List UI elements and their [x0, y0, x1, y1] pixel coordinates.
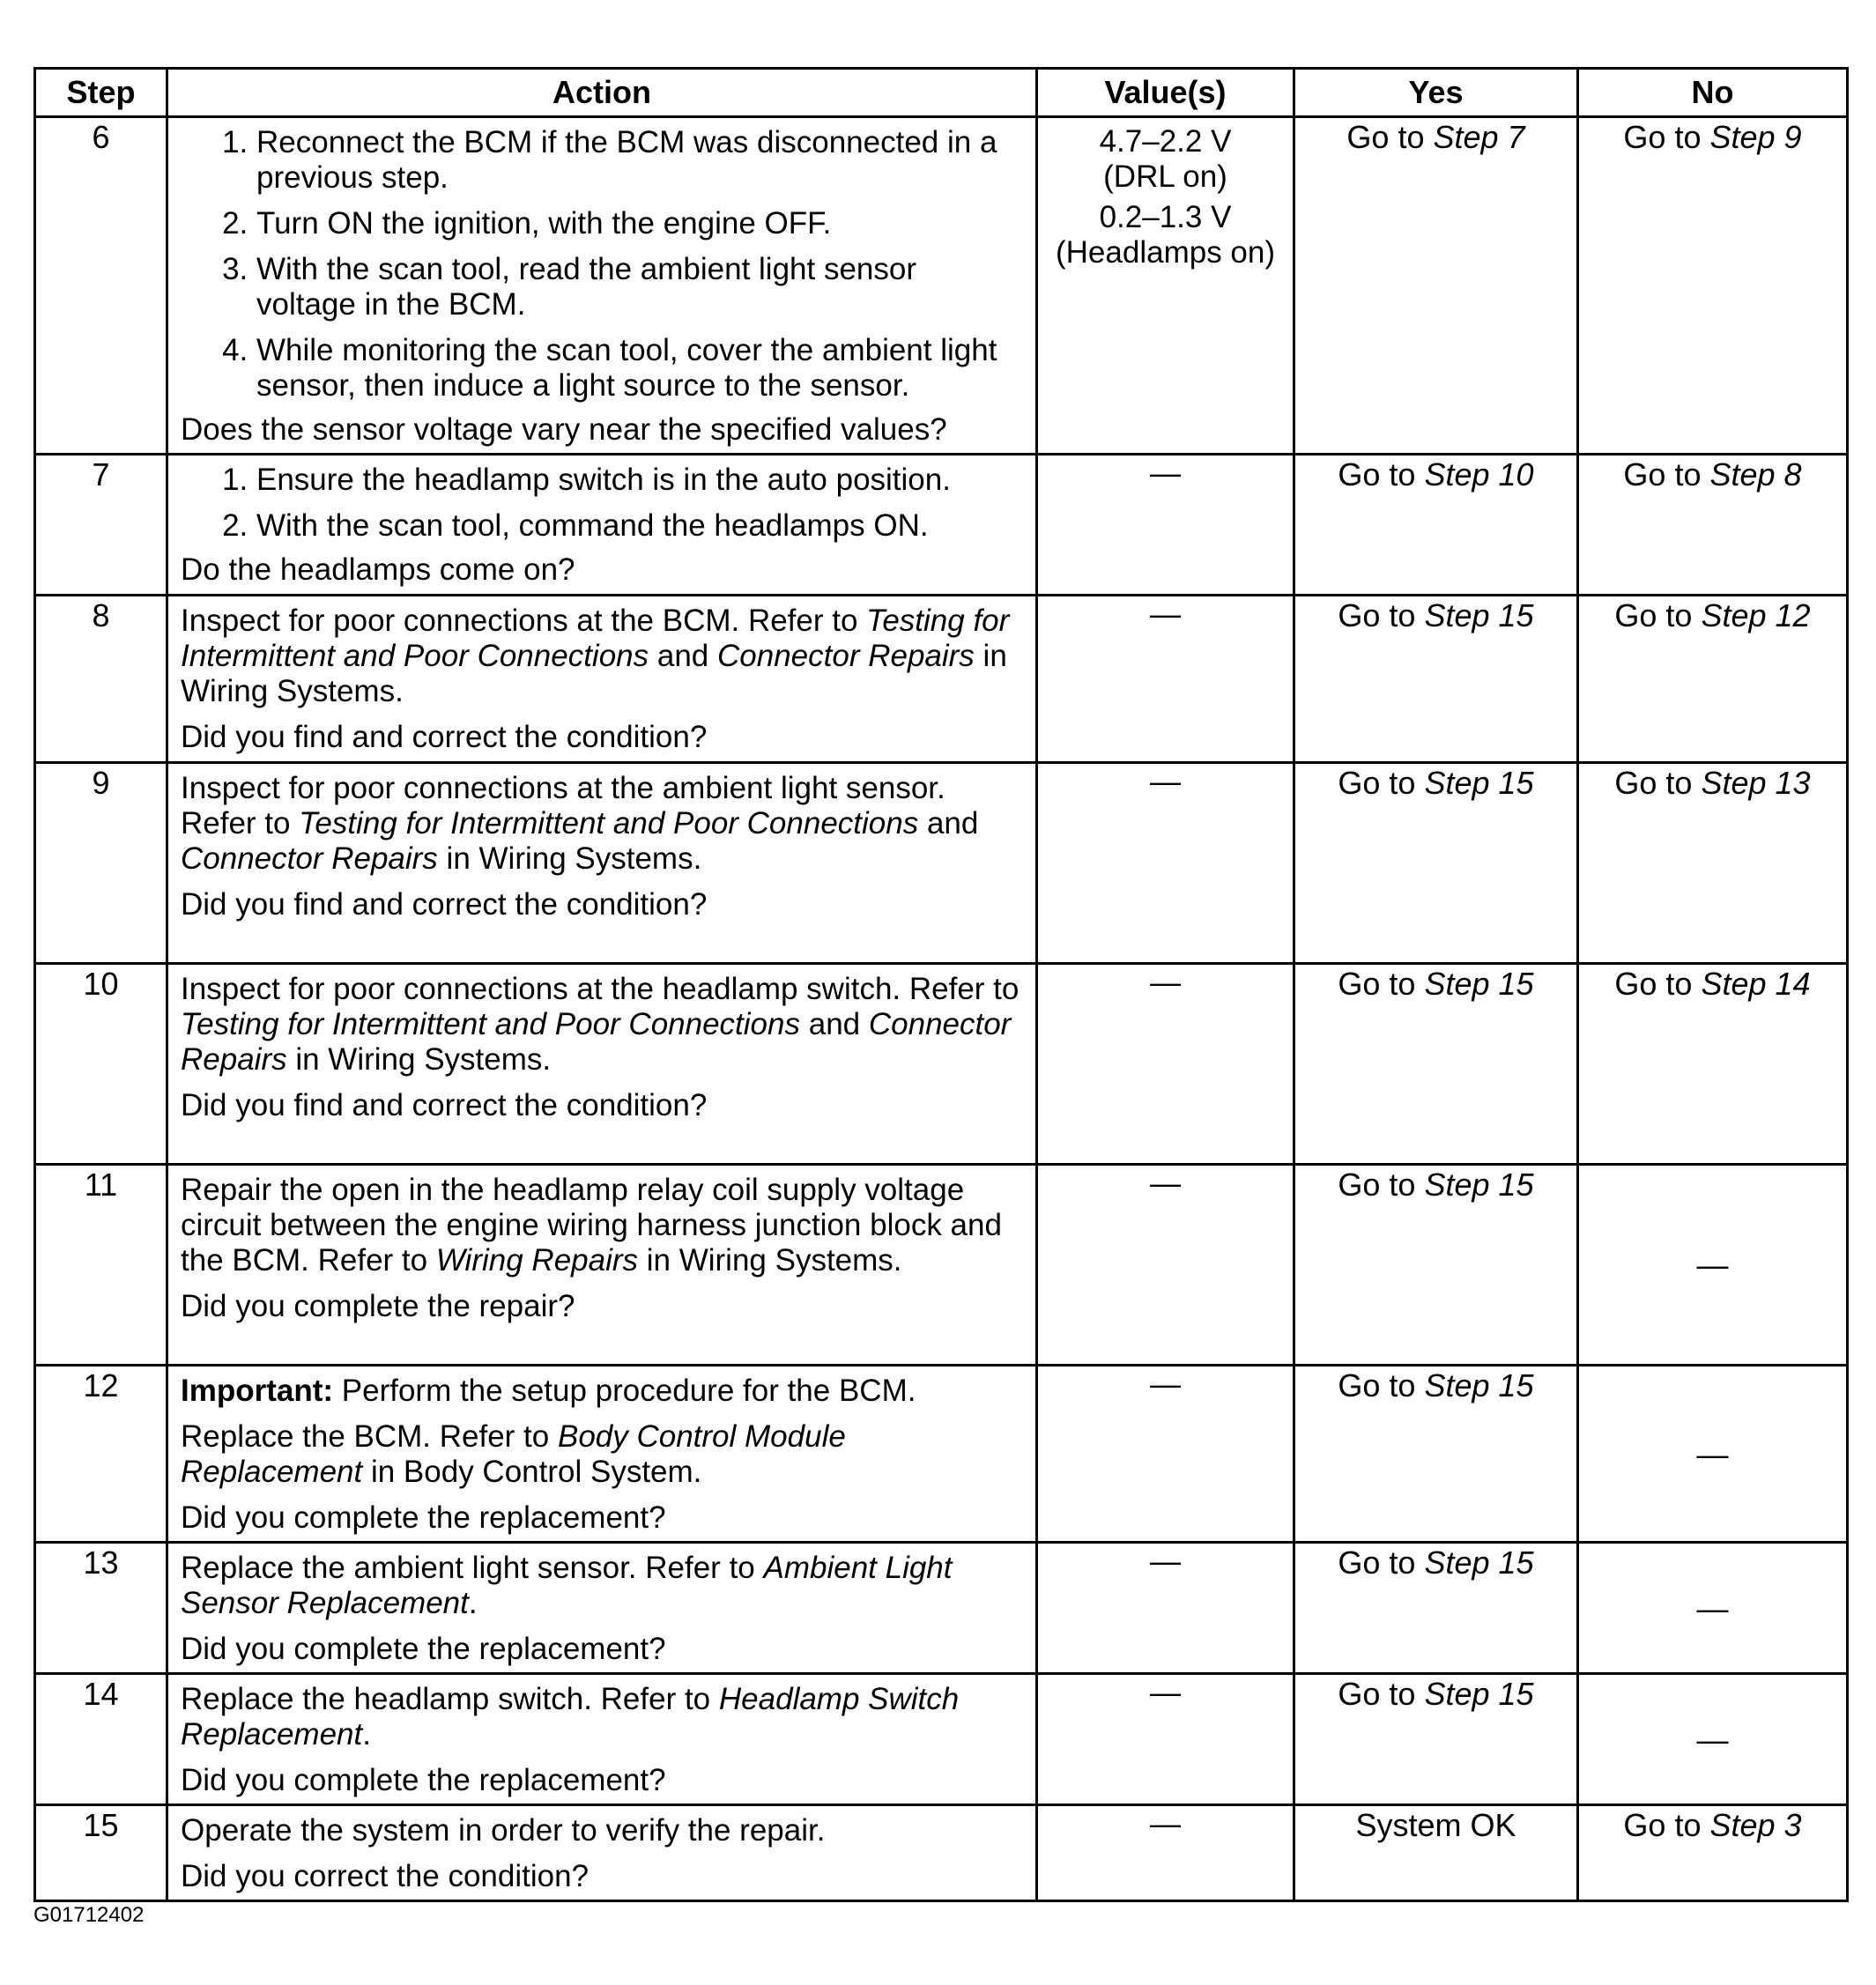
- step-number: 9: [35, 763, 167, 964]
- table-row: [35, 1805, 1848, 1901]
- action-text: Repair the open in the headlamp relay coil supply voltage circuit between the engine wiring harness junction block and the BCM. Refer to Wiring Repairs in Wiring Systems.: [181, 1173, 1002, 1278]
- action-text: Inspect for poor connections at the ambient light sensor. Refer to Testing for Intermittent and Poor Connections and Connector Repairs in Wiring Systems.: [181, 771, 979, 876]
- list-item: 1. Ensure the headlamp switch is in the auto position.: [256, 463, 1023, 498]
- question: Did you find and correct the condition?: [181, 1088, 708, 1122]
- question: Did you complete the repair?: [181, 1289, 575, 1323]
- reference-title: Ambient Light Sensor Replacement: [181, 1551, 953, 1620]
- value-cell: —: [1037, 1366, 1294, 1543]
- diagnostic-table: [33, 67, 1849, 1902]
- no-cell: —: [1578, 1674, 1848, 1805]
- reference-title: Body Control Module Replacement: [181, 1419, 846, 1489]
- yes-cell: Go to Step 15: [1294, 964, 1578, 1165]
- question: Did you find and correct the condition?: [181, 887, 708, 922]
- step-ref: Step 15: [1424, 1367, 1534, 1404]
- action-list: [181, 125, 1023, 404]
- question: Did you find and correct the condition?: [181, 720, 708, 754]
- yes-cell: Go to Step 15: [1294, 596, 1578, 763]
- step-ref: Step 3: [1709, 1807, 1802, 1843]
- value-cell: —: [1037, 1805, 1294, 1901]
- yes-cell: Go to Step 15: [1294, 1543, 1578, 1674]
- table-row: [35, 964, 1848, 1165]
- yes-cell: Go to Step 15: [1294, 763, 1578, 964]
- question: Did you correct the condition?: [181, 1859, 589, 1893]
- reference-title: Connector Repairs: [717, 639, 975, 673]
- yes-cell: Go to Step 15: [1294, 1674, 1578, 1805]
- list-item: 2. Turn ON the ignition, with the engine OFF.: [256, 206, 1023, 241]
- table-row: [35, 455, 1848, 596]
- value-cell: —: [1037, 596, 1294, 763]
- no-cell: —: [1578, 1543, 1848, 1674]
- action-text: Replace the BCM. Refer to Body Control Module Replacement in Body Control System.: [181, 1419, 846, 1489]
- step-ref: Step 15: [1424, 597, 1534, 633]
- reference-title: Testing for Intermittent and Poor Connections: [299, 806, 919, 841]
- reference-title: Headlamp Switch Replacement: [181, 1682, 960, 1752]
- table-row: [35, 1165, 1848, 1366]
- step-number: 12: [35, 1366, 167, 1543]
- value-drl: [1039, 124, 1292, 195]
- table-row: [35, 1674, 1848, 1805]
- step-ref: Step 15: [1424, 1544, 1534, 1581]
- table-row: [35, 763, 1848, 964]
- action-text: Replace the ambient light sensor. Refer to Ambient Light Sensor Replacement.: [181, 1551, 953, 1620]
- step-ref: Step 8: [1709, 456, 1802, 493]
- reference-title: Connector Repairs: [181, 1007, 1012, 1077]
- step-number: 7: [35, 455, 167, 596]
- header-step: Step: [35, 69, 167, 117]
- action-cell: [167, 1165, 1037, 1366]
- step-number: 14: [35, 1674, 167, 1805]
- action-text: Inspect for poor connections at the headlamp switch. Refer to Testing for Intermittent and Poor Connections and Connector Repairs in Wiring Systems.: [181, 972, 1020, 1077]
- table-row: [35, 1543, 1848, 1674]
- important-note: Important: Perform the setup procedure for the BCM.: [181, 1374, 916, 1408]
- reference-title: Testing for Intermittent and Poor Connections: [181, 1007, 800, 1041]
- value-note: (DRL on): [1103, 159, 1227, 194]
- no-cell: Go to Step 13: [1578, 763, 1848, 964]
- action-text: Replace the headlamp switch. Refer to Headlamp Switch Replacement.: [181, 1682, 960, 1752]
- action-cell: [167, 117, 1037, 455]
- table-row: [35, 117, 1848, 455]
- no-cell: Go to Step 3: [1578, 1805, 1848, 1901]
- action-cell: [167, 596, 1037, 763]
- figure-id: G01712402: [33, 1903, 145, 1927]
- action-cell: [167, 1805, 1037, 1901]
- step-ref: Step 15: [1424, 966, 1534, 1002]
- yes-cell: Go to Step 15: [1294, 1366, 1578, 1543]
- step-ref: Step 12: [1701, 597, 1811, 633]
- step-ref: Step 15: [1424, 1676, 1534, 1712]
- action-cell: [167, 1543, 1037, 1674]
- step-ref: Step 10: [1424, 456, 1534, 493]
- step-number: 13: [35, 1543, 167, 1674]
- table-row: [35, 1366, 1848, 1543]
- step-number: 8: [35, 596, 167, 763]
- question: Did you complete the replacement?: [181, 1500, 666, 1535]
- action-cell: [167, 964, 1037, 1165]
- value-cell: —: [1037, 1165, 1294, 1366]
- action-text: Inspect for poor connections at the BCM. Refer to Testing for Intermittent and Poor Connections and Connector Repairs in Wiring Systems.: [181, 604, 1010, 708]
- yes-cell: System OK: [1294, 1805, 1578, 1901]
- yes-cell: Go to Step 15: [1294, 1165, 1578, 1366]
- no-cell: Go to Step 8: [1578, 455, 1848, 596]
- reference-title: Testing for Intermittent and Poor Connections: [181, 604, 1010, 673]
- step-ref: Step 9: [1709, 119, 1802, 155]
- step-ref: Step 15: [1424, 1167, 1534, 1203]
- question: Did you complete the replacement?: [181, 1763, 666, 1797]
- header-action: Action: [167, 69, 1037, 117]
- question: Does the sensor voltage vary near the specified values?: [181, 412, 947, 447]
- reference-title: Connector Repairs: [181, 841, 438, 876]
- value-cell: —: [1037, 1543, 1294, 1674]
- value-headlamps: [1039, 200, 1292, 270]
- list-item: 2. With the scan tool, command the headlamps ON.: [256, 508, 1023, 544]
- step-number: 15: [35, 1805, 167, 1901]
- value-cell: [1037, 117, 1294, 455]
- value-cell: —: [1037, 1674, 1294, 1805]
- step-ref: Step 7: [1433, 119, 1525, 155]
- step-number: 6: [35, 117, 167, 455]
- action-list: [181, 463, 1023, 544]
- list-item: 3. With the scan tool, read the ambient light sensor voltage in the BCM.: [256, 252, 1023, 322]
- header-values: Value(s): [1037, 69, 1294, 117]
- question: Do the headlamps come on?: [181, 552, 575, 587]
- list-item: 4. While monitoring the scan tool, cover the ambient light sensor, then induce a light source to the sensor.: [256, 333, 1023, 404]
- table-row: [35, 596, 1848, 763]
- yes-cell: Go to Step 10: [1294, 455, 1578, 596]
- value-text: 0.2–1.3 V: [1099, 200, 1232, 234]
- action-cell: [167, 455, 1037, 596]
- action-cell: [167, 1674, 1037, 1805]
- action-cell: [167, 1366, 1037, 1543]
- header-no: No: [1578, 69, 1848, 117]
- value-cell: —: [1037, 763, 1294, 964]
- reference-title: Wiring Repairs: [435, 1243, 639, 1278]
- header-row: [35, 69, 1848, 117]
- step-ref: Step 15: [1424, 765, 1534, 801]
- no-cell: Go to Step 9: [1578, 117, 1848, 455]
- header-yes: Yes: [1294, 69, 1578, 117]
- no-cell: —: [1578, 1366, 1848, 1543]
- value-cell: —: [1037, 455, 1294, 596]
- question: Did you complete the replacement?: [181, 1632, 666, 1666]
- list-item: 1. Reconnect the BCM if the BCM was disconnected in a previous step.: [256, 125, 1023, 196]
- action-text: Operate the system in order to verify the repair.: [181, 1813, 826, 1848]
- value-cell: —: [1037, 964, 1294, 1165]
- step-ref: Step 14: [1701, 966, 1811, 1002]
- step-number: 11: [35, 1165, 167, 1366]
- value-note: (Headlamps on): [1056, 235, 1275, 270]
- important-label: Important:: [181, 1374, 334, 1408]
- yes-cell: Go to Step 7: [1294, 117, 1578, 455]
- no-cell: Go to Step 12: [1578, 596, 1848, 763]
- step-ref: Step 13: [1701, 765, 1811, 801]
- step-number: 10: [35, 964, 167, 1165]
- action-cell: [167, 763, 1037, 964]
- no-cell: —: [1578, 1165, 1848, 1366]
- value-text: 4.7–2.2 V: [1099, 124, 1232, 159]
- no-cell: Go to Step 14: [1578, 964, 1848, 1165]
